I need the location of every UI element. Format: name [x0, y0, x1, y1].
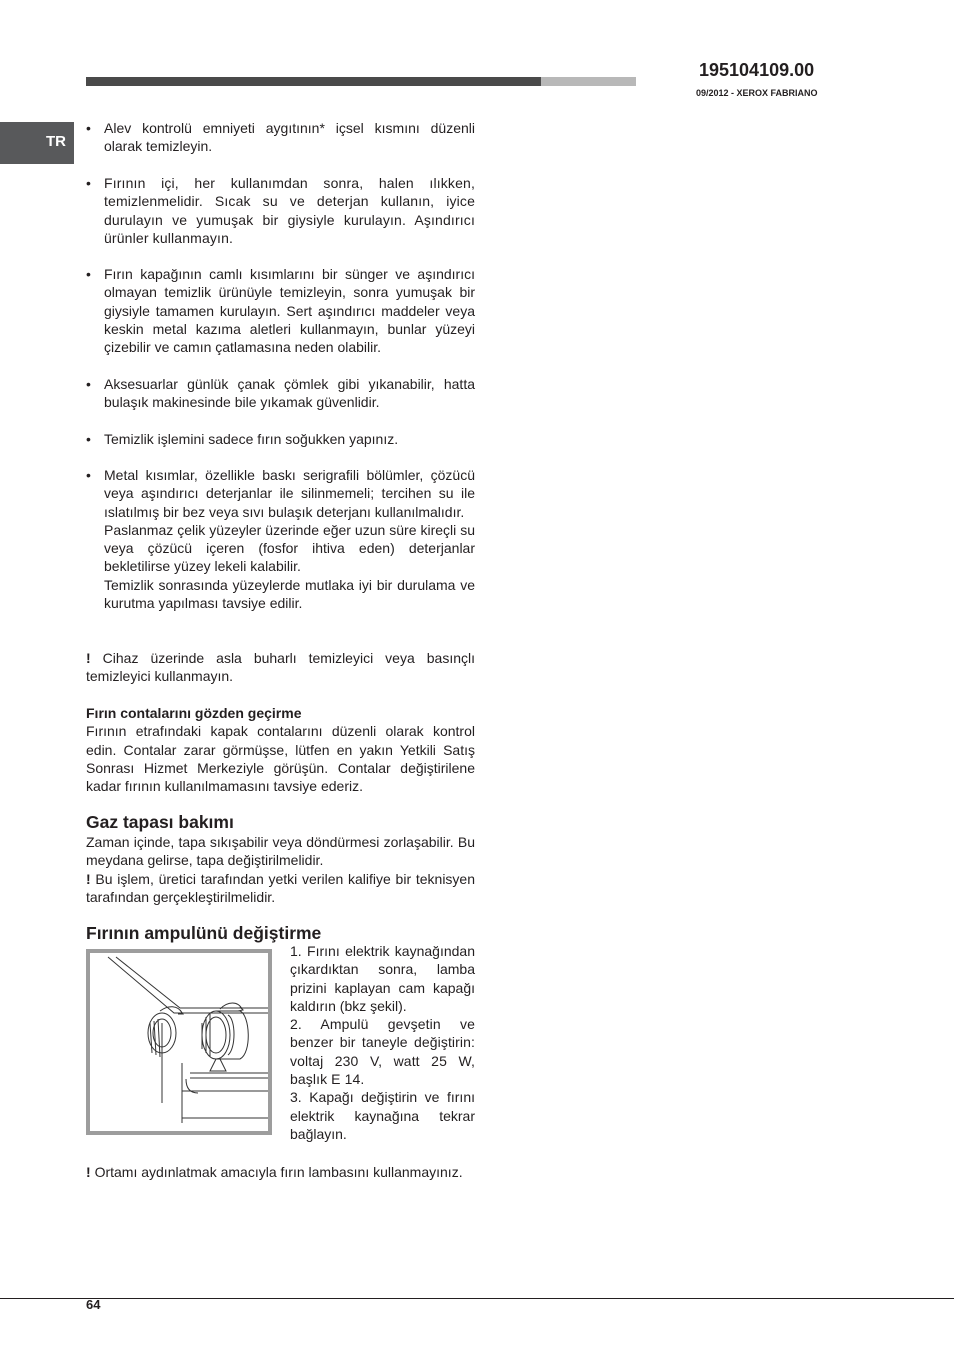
list-item-text: Fırın kapağının camlı kısımlarını bir sünger ve aşındırıcı olmayan temizlik ürünüyle temizleyin, sonra yumuşak bir giysiyle tamamen kurulayın. Sert aşındırıcı maddeler veya keskin metal kazıma aletleri kullanmayın, bunlar yüzeyi çizebilir ve camın çatlamasına neden olabilir.: [104, 266, 475, 356]
gas-cock-title: Gaz tapası bakımı: [86, 812, 234, 832]
footer-rule: [0, 1298, 954, 1299]
list-item-text: Alev kontrolü emniyeti aygıtının* içsel kısmını düzenli olarak temizleyin.: [104, 120, 475, 155]
bullet-icon: •: [86, 467, 91, 483]
list-item: [86, 119, 475, 156]
list-item: [86, 375, 475, 412]
list-item-text-extra: Paslanmaz çelik yüzeyler üzerinde eğer uzun süre kireçli su veya çözücü içeren (fosfor ihtiva eden) deterjanlar bekletilirse yüzey lekeli kalabilir.: [104, 521, 475, 575]
exclamation-icon: !: [86, 870, 91, 887]
gas-cock-warning: [86, 870, 475, 907]
warning-text: Ortamı aydınlatmak amacıyla fırın lambasını kullanmayınız.: [94, 1164, 463, 1180]
bulb-step: 1. Fırını elektrik kaynağından çıkardıktan sonra, lamba prizini kaplayan cam kapağı kaldırın (bkz şekil).: [290, 943, 475, 1014]
oven-lamp-drawing: [90, 953, 268, 1131]
list-item: [86, 466, 475, 612]
bulb-step: 2. Ampulü gevşetin ve benzer bir taneyle değiştirin: voltaj 230 V, watt 25 W, başlık E 14.: [290, 1016, 475, 1088]
language-tab: TR: [0, 122, 74, 164]
header-bar-light: [541, 77, 636, 86]
page-number: 64: [86, 1297, 101, 1312]
list-item-text: Aksesuarlar günlük çanak çömlek gibi yıkanabilir, hatta bulaşık makinesinde bile yıkamak güvenlidir.: [104, 376, 475, 411]
warning-text: Cihaz üzerinde asla buharlı temizleyici veya basınçlı temizleyici kullanmayın.: [86, 650, 475, 685]
list-item-text: Metal kısımlar, özellikle baskı serigrafili bölümler, çözücü veya aşındırıcı deterjanlar ile silinmemeli; tercihen su ile ıslatılmış bir bez veya sıvı bulaşık deterjanı kullanılmalıdır.: [104, 467, 475, 520]
gas-cock-text: Zaman içinde, tapa sıkışabilir veya döndürmesi zorlaşabilir. Bu meydana gelirse, tapa değiştirilmelidir.: [86, 834, 475, 869]
bullet-icon: •: [86, 266, 91, 282]
list-item: [86, 265, 475, 356]
gas-cock-section: [86, 811, 475, 906]
bulb-step: 3. Kapağı değiştirin ve fırını elektrik kaynağına tekrar bağlayın.: [290, 1089, 475, 1142]
exclamation-icon: !: [86, 1164, 91, 1180]
bullet-icon: •: [86, 120, 91, 136]
list-item-text: Temizlik işlemini sadece fırın soğukken yapınız.: [104, 431, 399, 447]
gasket-section: [86, 704, 475, 795]
bulb-section: [86, 922, 475, 944]
exclamation-icon: !: [86, 650, 91, 666]
list-item: [86, 430, 475, 448]
bullet-icon: •: [86, 175, 91, 191]
bullet-icon: •: [86, 376, 91, 392]
list-item-text-extra: Temizlik sonrasında yüzeylerde mutlaka iyi bir durulama ve kurutma yapılması tavsiye edilir.: [104, 576, 475, 612]
list-item: [86, 174, 475, 247]
bulb-steps: [290, 942, 475, 1143]
warning-steam: [86, 649, 475, 686]
print-info: 09/2012 - XEROX FABRIANO: [696, 88, 818, 98]
bulb-warning: [86, 1163, 475, 1181]
document-number: 195104109.00: [699, 60, 815, 80]
gasket-text: Fırının etrafındaki kapak contalarını düzenli olarak kontrol edin. Contalar zarar görmüşse, lütfen en yakın Yetkili Satış Sonrası Hizmet Merkeziyle görüşün. Contalar değiştirilene kadar fırının kullanılmamasını tavsiye ederiz.: [86, 723, 475, 795]
lamp-illustration: [86, 949, 272, 1135]
list-item-text: Fırının içi, her kullanımdan sonra, halen ılıkken, temizlenmelidir. Sıcak su ve deterjan kullanın, iyice durulayın ve yumuşak bir giysiyle kurulayın. Aşındırıcı ürünler kullanmayın.: [104, 175, 475, 246]
header-bar-dark: [86, 77, 541, 86]
bulb-title: Fırının ampulünü değiştirme: [86, 923, 322, 943]
gasket-title: Fırın contalarını gözden geçirme: [86, 705, 302, 721]
warning-text: Bu işlem, üretici tarafından yetki verilen kalifiye bir teknisyen tarafından gerçekleştirilmelidir.: [86, 870, 475, 905]
bullet-icon: •: [86, 431, 91, 447]
